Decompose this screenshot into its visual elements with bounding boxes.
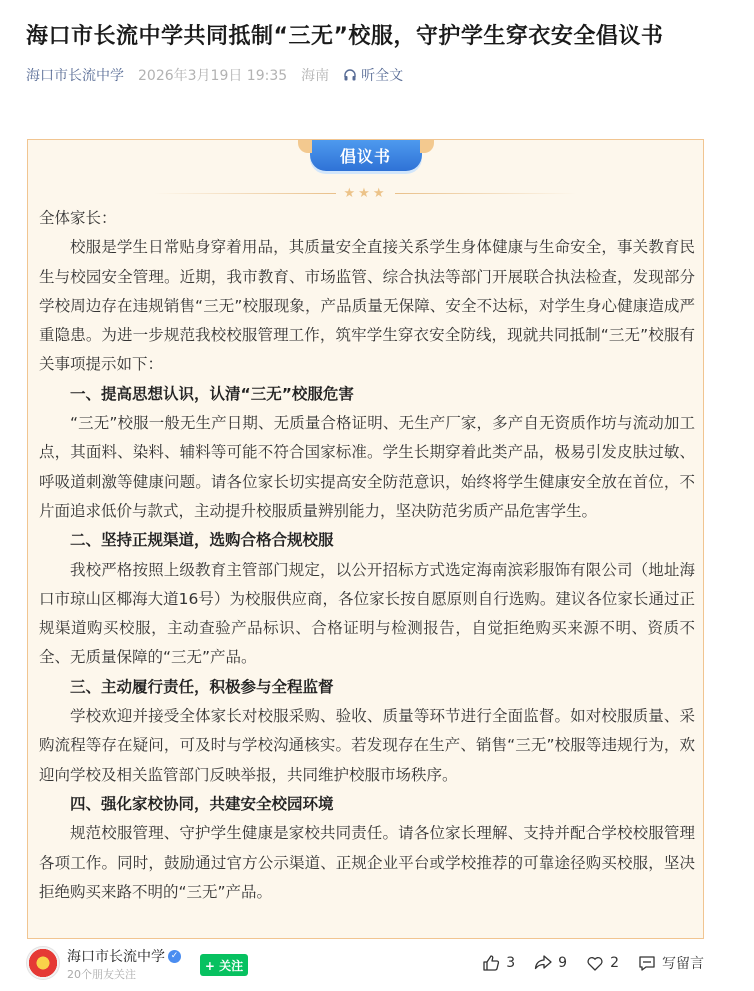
follow-button[interactable]: + 关注 [200,954,248,976]
comment-button[interactable] [637,953,704,973]
proposal-card [27,139,704,939]
share-button[interactable] [533,953,567,973]
like-button[interactable] [481,953,515,973]
footer-account-name: 海口市长流中学 [67,949,165,965]
comment-icon [637,953,657,973]
article-meta [26,64,403,86]
thumbs-up-icon [481,953,501,973]
article-footer [0,938,754,991]
section-heading: 三、主动履行责任，积极参与全程监督 [70,677,334,696]
section-heading: 四、强化家校协同，共建安全校园环境 [70,794,334,813]
account-link[interactable]: 海口市长流中学 [26,68,124,84]
stars-icon: ★★★ [343,185,388,201]
footer-account[interactable] [67,946,181,966]
article-title: 海口市长流中学共同抵制“三无”校服，守护学生穿衣安全倡议书 [26,24,664,49]
friends-following: 20个朋友关注 [67,968,136,981]
action-bar [463,953,704,973]
paragraph: 我校严格按照上级教育主管部门规定，以公开招标方式选定海南滨彩服饰有限公司（地址海口市琼山区椰海大道16号）为校服供应商，各位家长按自愿原则自行选购。建议各位家长通过正规渠道购买校服，主动查验产品标识、合格证明与检测报告，自觉拒绝购买来源不明、资质不全、无质量保障的“三无”产品。 [39,560,695,667]
paragraph: 规范校服管理、守护学生健康是家校共同责任。请各位家长理解、支持并配合学校校服管理各项工作。同时，鼓励通过官方公示渠道、正规企业平台或学校推荐的可靠途径购买校服，坚决拒绝购买来路不明的“三无”产品。 [39,824,695,901]
location: 海南 [301,68,330,84]
like-count: 3 [506,955,516,971]
comment-label: 写留言 [662,956,704,972]
share-icon [533,953,553,973]
section-heading: 二、坚持正规渠道，选购合格合规校服 [70,531,334,550]
headphones-icon [343,68,357,82]
publish-date: 2026年3月19日 19:35 [138,68,288,84]
account-avatar[interactable] [26,946,60,980]
proposal-badge: 倡议书 [310,139,422,171]
section-heading: 一、提高思想认识，认清“三无”校服危害 [70,384,354,403]
paragraph: “三无”校服一般无生产日期、无质量合格证明、无生产厂家，多产自无资质作坊与流动加工点，其面料、染料、辅料等可能不符合国家标准。学生长期穿着此类产品，极易引发皮肤过敏、呼吸道刺激等健康问题。请各位家长切实提高安全防范意识，始终将学生健康安全放在首位，不片面追求低价与款式，主动提升校服质量辨别能力，坚决防范劣质产品危害学生。 [39,414,695,520]
wow-count: 2 [610,955,619,971]
wow-button[interactable] [585,953,619,973]
listen-label: 听全文 [361,68,404,84]
paragraph: 校服是学生日常贴身穿着用品，其质量安全直接关系学生身体健康与生命安全，事关教育民生与校园安全管理。近期，我市教育、市场监管、综合执法等部门开展联合执法检查，发现部分学校周边存在违规销售“三无”校服现象，产品质量无保障、安全不达标，对学生身心健康造成严重隐患。为进一步规范我校校服管理工作，筑牢学生穿衣安全防线，现就共同抵制“三无”校服有关事项提示如下： [39,238,695,374]
greeting: 全体家长： [39,209,117,227]
listen-button[interactable] [343,65,403,85]
paragraph: 学校欢迎并接受全体家长对校服采购、验收、质量等环节进行全面监督。如对校服质量、采购流程等存在疑问，可及时与学校沟通核实。若发现存在生产、销售“三无”校服等违规行为，欢迎向学校及相关监管部门反映举报，共同维护校服市场秩序。 [39,707,695,784]
verified-icon: ✓ [168,950,181,963]
share-count: 9 [558,955,568,971]
heart-icon [585,953,605,973]
ornament-divider [154,186,577,200]
proposal-body [39,204,695,907]
